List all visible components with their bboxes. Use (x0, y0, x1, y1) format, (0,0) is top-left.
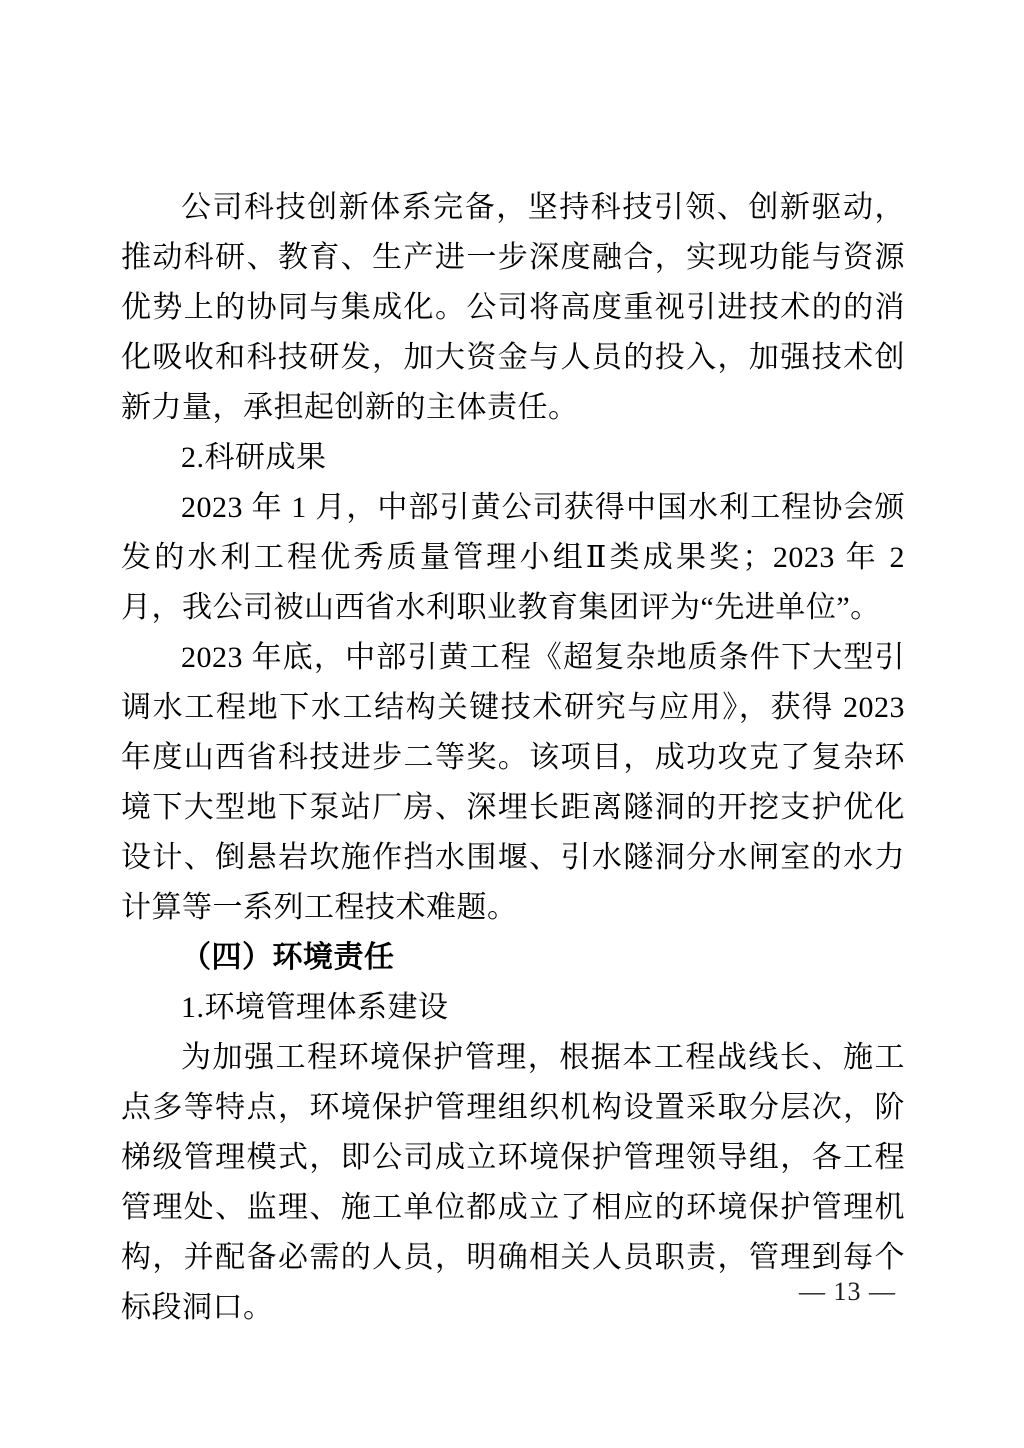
heading-research-achievements: 2.科研成果 (181, 441, 327, 474)
page-number: — 13 — (799, 1277, 896, 1306)
paragraph-awards-2023: 2023 年 1 月，中部引黄公司获得中国水利工程协会颁发的水利工程优秀质量管理小组Ⅱ类成果奖；2023 年 2 月，我公司被山西省水利职业教育集团评为“先进单位”。 (121, 491, 905, 624)
heading-environmental-responsibility: （四）环境责任 (181, 941, 395, 974)
paragraph-environment-management-detail: 为加强工程环境保护管理，根据本工程战线长、施工点多等特点，环境保护管理组织机构设置采取分层次，阶梯级管理模式，即公司成立环境保护管理领导组，各工程管理处、监理、施工单位都成立了相应的环境保护管理机构，并配备必需的人员，明确相关人员职责，管理到每个标段洞口。 (121, 1041, 905, 1324)
heading-environment-management-system: 1.环境管理体系建设 (181, 991, 449, 1024)
paragraph-science-innovation-system: 公司科技创新体系完备，坚持科技引领、创新驱动，推动科研、教育、生产进一步深度融合，实现功能与资源优势上的协同与集成化。公司将高度重视引进技术的的消化吸收和科技研发，加大资金与人员的投入，加强技术创新力量，承担起创新的主体责任。 (121, 191, 905, 424)
paragraph-science-progress-award: 2023 年底，中部引黄工程《超复杂地质条件下大型引调水工程地下水工结构关键技术研究与应用》，获得 2023 年度山西省科技进步二等奖。该项目，成功攻克了复杂环境下大型地下泵站厂房、深埋长距离隧洞的开挖支护优化设计、倒悬岩坎施作挡水围堰、引水隧洞分水闸室的水力计算等一系列工程技术难题。 (121, 641, 905, 924)
document-text-block (121, 183, 905, 1333)
